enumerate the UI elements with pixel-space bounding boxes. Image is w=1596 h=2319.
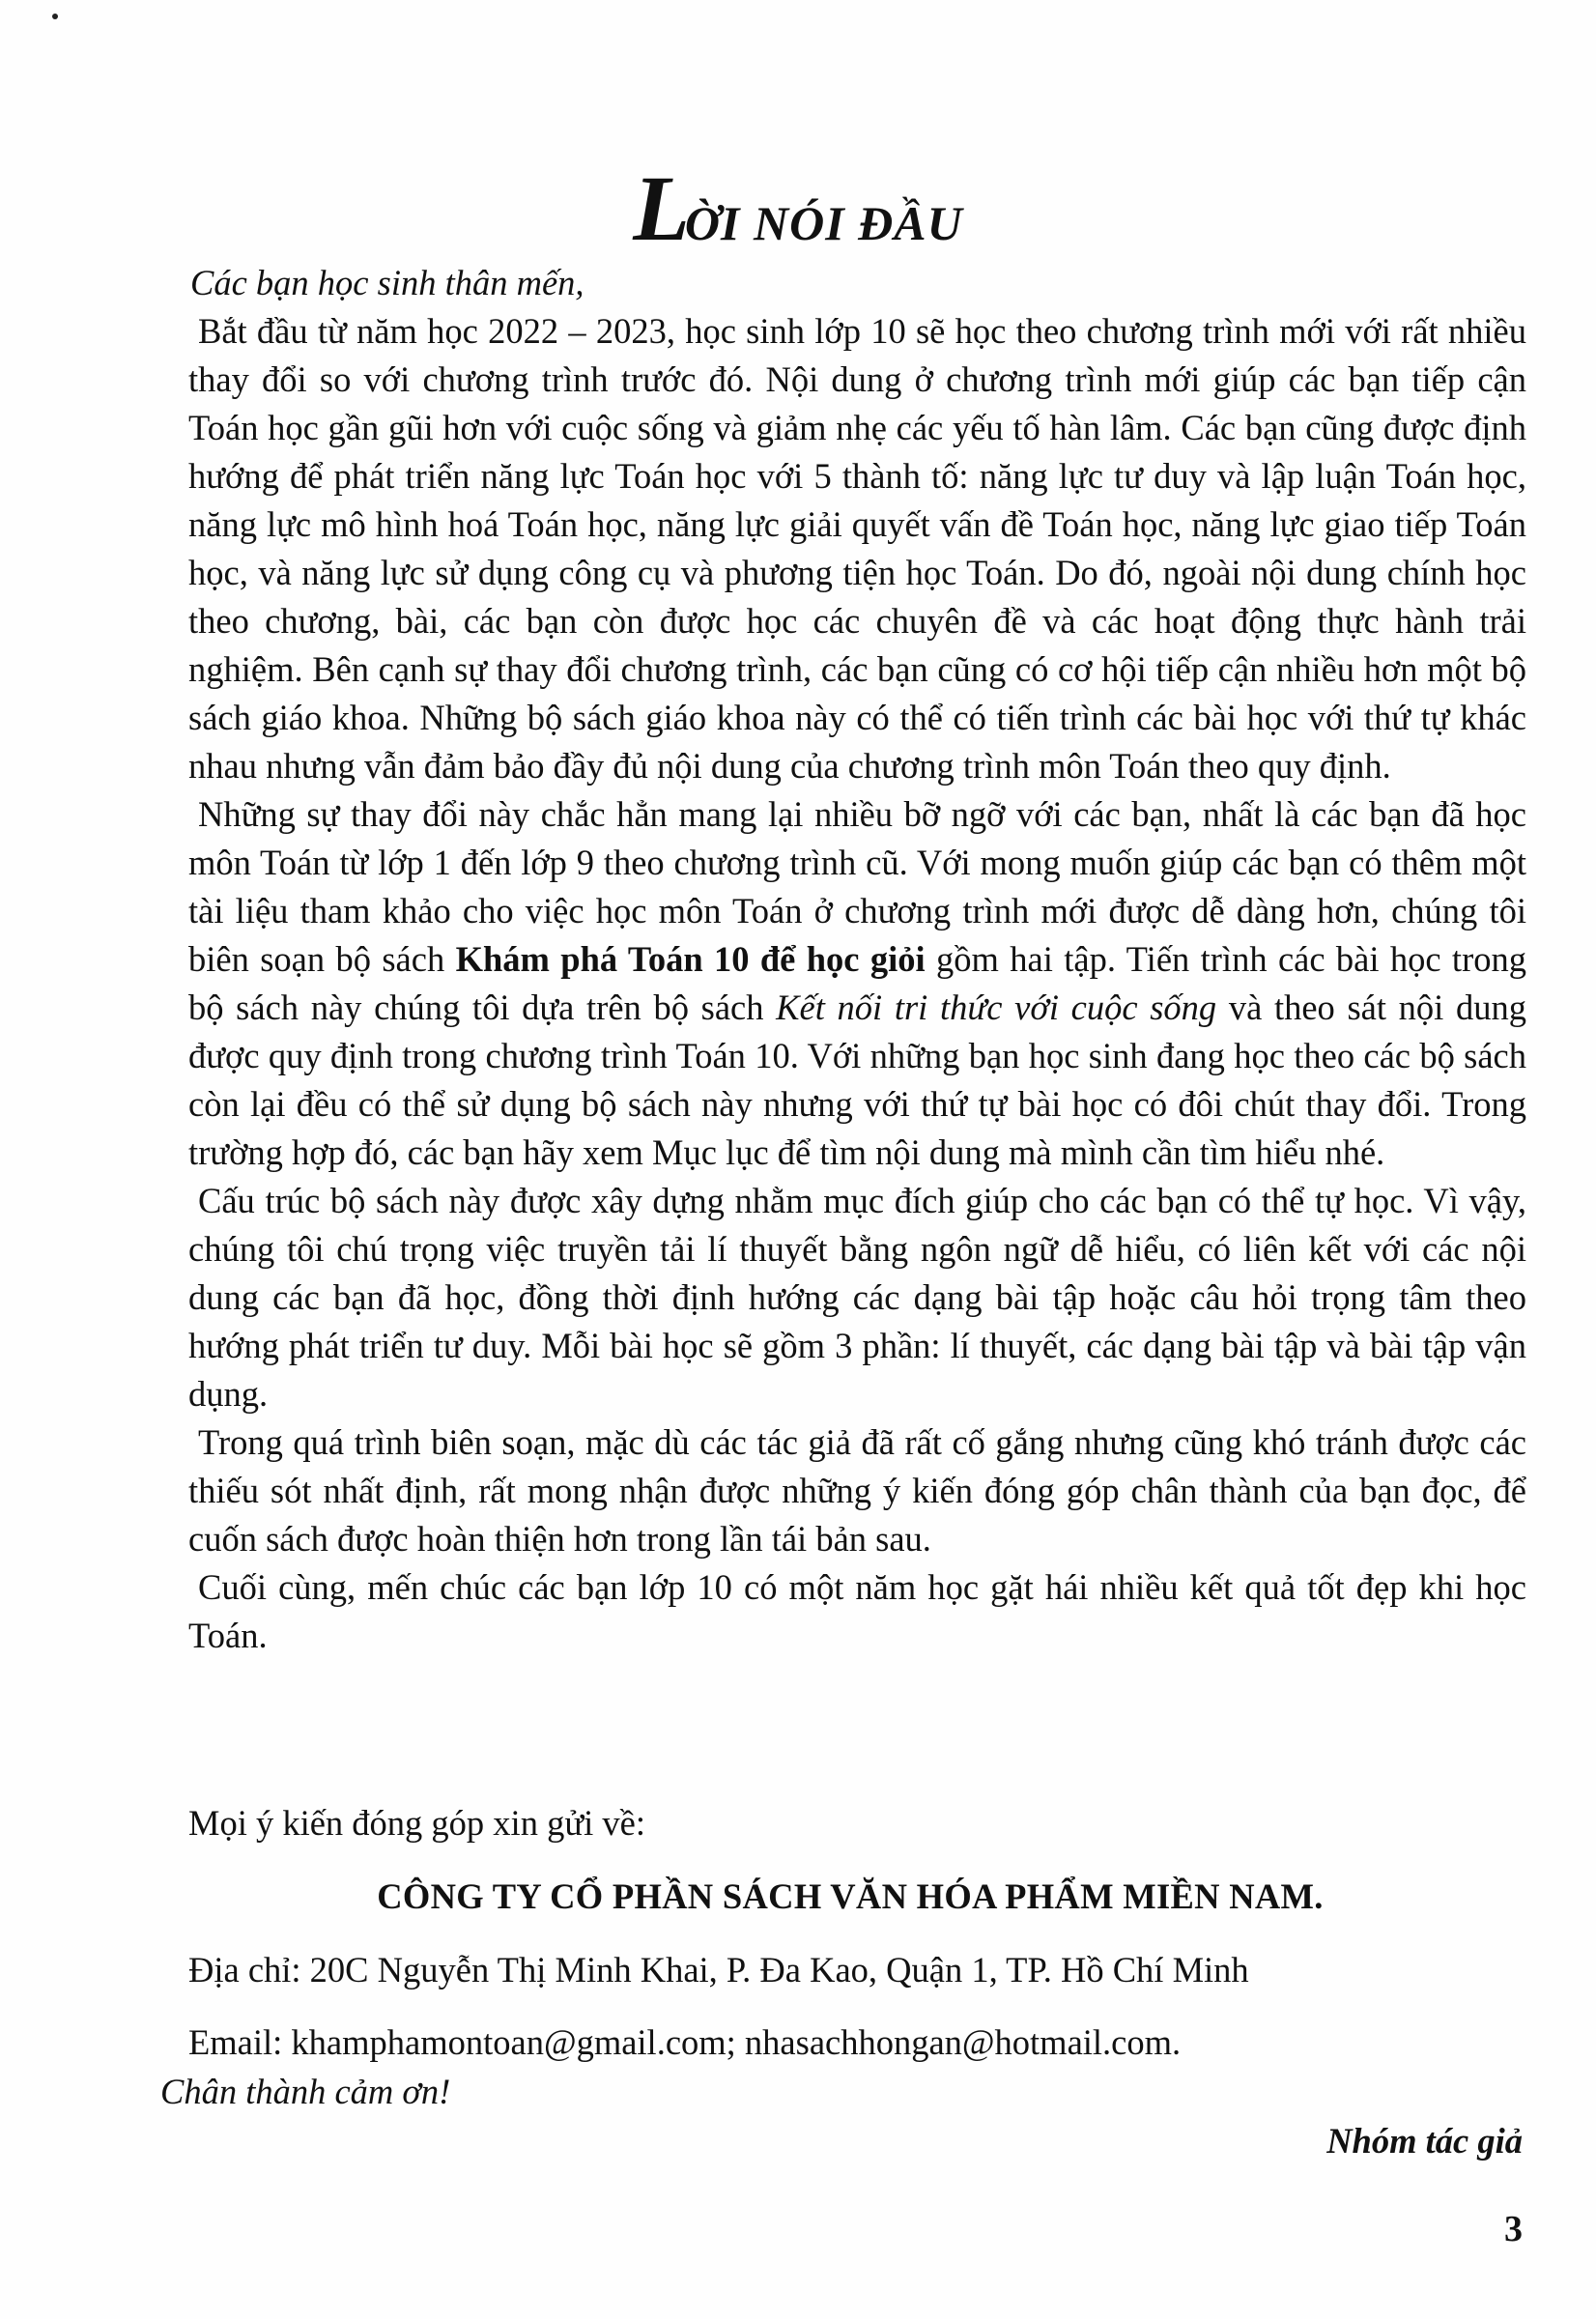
- title-initial: L: [633, 157, 691, 260]
- series-title: Kết nối tri thức với cuộc sống: [776, 988, 1217, 1027]
- address: Địa chỉ: 20C Nguyễn Thị Minh Khai, P. Đa Kao, Quận 1, TP. Hồ Chí Minh: [188, 1950, 1249, 1990]
- paragraph-purpose-text-c: và theo sát nội dung được quy định trong chương trình Toán 10. Với những bạn học sinh đang học theo các bộ sách còn lại đều có thể sử dụng bộ sách này nhưng với thứ tự bài học có đôi chút thay đổi. Trong trường hợp đó, các bạn hãy xem Mục lục để tìm nội dung mà mình cần tìm hiểu nhé.: [188, 988, 1526, 1172]
- paragraph-closing: Cuối cùng, mến chúc các bạn lớp 10 có một năm học gặt hái nhiều kết quả tốt đẹp khi học Toán.: [188, 1567, 1526, 1655]
- email-line: Email: khamphamontoan@gmail.com; nhasachhongan@hotmail.com.: [188, 2022, 1182, 2062]
- paragraph-purpose-text-b: gồm hai tập. Tiến trình các bài học trong bộ sách này chúng tôi dựa trên bộ sách: [188, 939, 1526, 1027]
- thanks-line: Chân thành cảm ơn!: [160, 2072, 451, 2111]
- greeting: Các bạn học sinh thân mến,: [190, 263, 584, 302]
- signature: Nhóm tác giả: [1326, 2121, 1523, 2161]
- book-title: Khám phá Toán 10 để học giỏi: [455, 939, 926, 979]
- body-text: [188, 259, 1526, 1660]
- paragraph-purpose-text-a: Những sự thay đổi này chắc hẳn mang lại nhiều bỡ ngỡ với các bạn, nhất là các bạn đã học môn Toán từ lớp 1 đến lớp 9 theo chương trình cũ. Với mong muốn giúp các bạn có thêm một tài liệu tham khảo cho việc học môn Toán ở chương trình mới được dễ dàng hơn, chúng tôi biên soạn bộ sách: [188, 794, 1526, 979]
- paragraph-intro: Bắt đầu từ năm học 2022 – 2023, học sinh lớp 10 sẽ học theo chương trình mới với rất nhiều thay đổi so với chương trình trước đó. Nội dung ở chương trình mới giúp các bạn tiếp cận Toán học gần gũi hơn với cuộc sống và giảm nhẹ các yếu tố hàn lâm. Các bạn cũng được định hướng để phát triển năng lực Toán học với 5 thành tố: năng lực tư duy và lập luận Toán học, năng lực mô hình hoá Toán học, năng lực giải quyết vấn đề Toán học, năng lực giao tiếp Toán học, và năng lực sử dụng công cụ và phương tiện học Toán. Do đó, ngoài nội dung chính học theo chương, bài, các bạn còn được học các chuyên đề và các hoạt động thực hành trải nghiệm. Bên cạnh sự thay đổi chương trình, các bạn cũng có cơ hội tiếp cận nhiều hơn một bộ sách giáo khoa. Những bộ sách giáo khoa này có thể có tiến trình các bài học với thứ tự khác nhau nhưng vẫn đảm bảo đầy đủ nội dung của chương trình môn Toán theo quy định.: [188, 311, 1526, 786]
- page-number: 3: [1504, 2209, 1523, 2249]
- page-title: [0, 157, 1596, 260]
- title-rest: ỜI NÓI ĐẦU: [684, 196, 963, 250]
- scan-speck: [52, 14, 58, 19]
- company-name: CÔNG TY CỔ PHẦN SÁCH VĂN HÓA PHẨM MIỀN NAM.: [377, 1876, 1324, 1916]
- paragraph-purpose: [188, 790, 1526, 1177]
- paragraph-structure: Cấu trúc bộ sách này được xây dựng nhằm mục đích giúp cho các bạn có thể tự học. Vì vậy, chúng tôi chú trọng việc truyền tải lí thuyết bằng ngôn ngữ dễ hiểu, có liên kết với các nội dung các bạn đã học, đồng thời định hướng các dạng bài tập hoặc câu hỏi trọng tâm theo hướng phát triển tư duy. Mỗi bài học sẽ gồm 3 phần: lí thuyết, các dạng bài tập và bài tập vận dụng.: [188, 1181, 1526, 1414]
- paragraph-feedback: Trong quá trình biên soạn, mặc dù các tác giả đã rất cố gắng nhưng cũng khó tránh được các thiếu sót nhất định, rất mong nhận được những ý kiến đóng góp chân thành của bạn đọc, để cuốn sách được hoàn thiện hơn trong lần tái bản sau.: [188, 1422, 1526, 1559]
- contact-intro: Mọi ý kiến đóng góp xin gửi về:: [188, 1803, 645, 1843]
